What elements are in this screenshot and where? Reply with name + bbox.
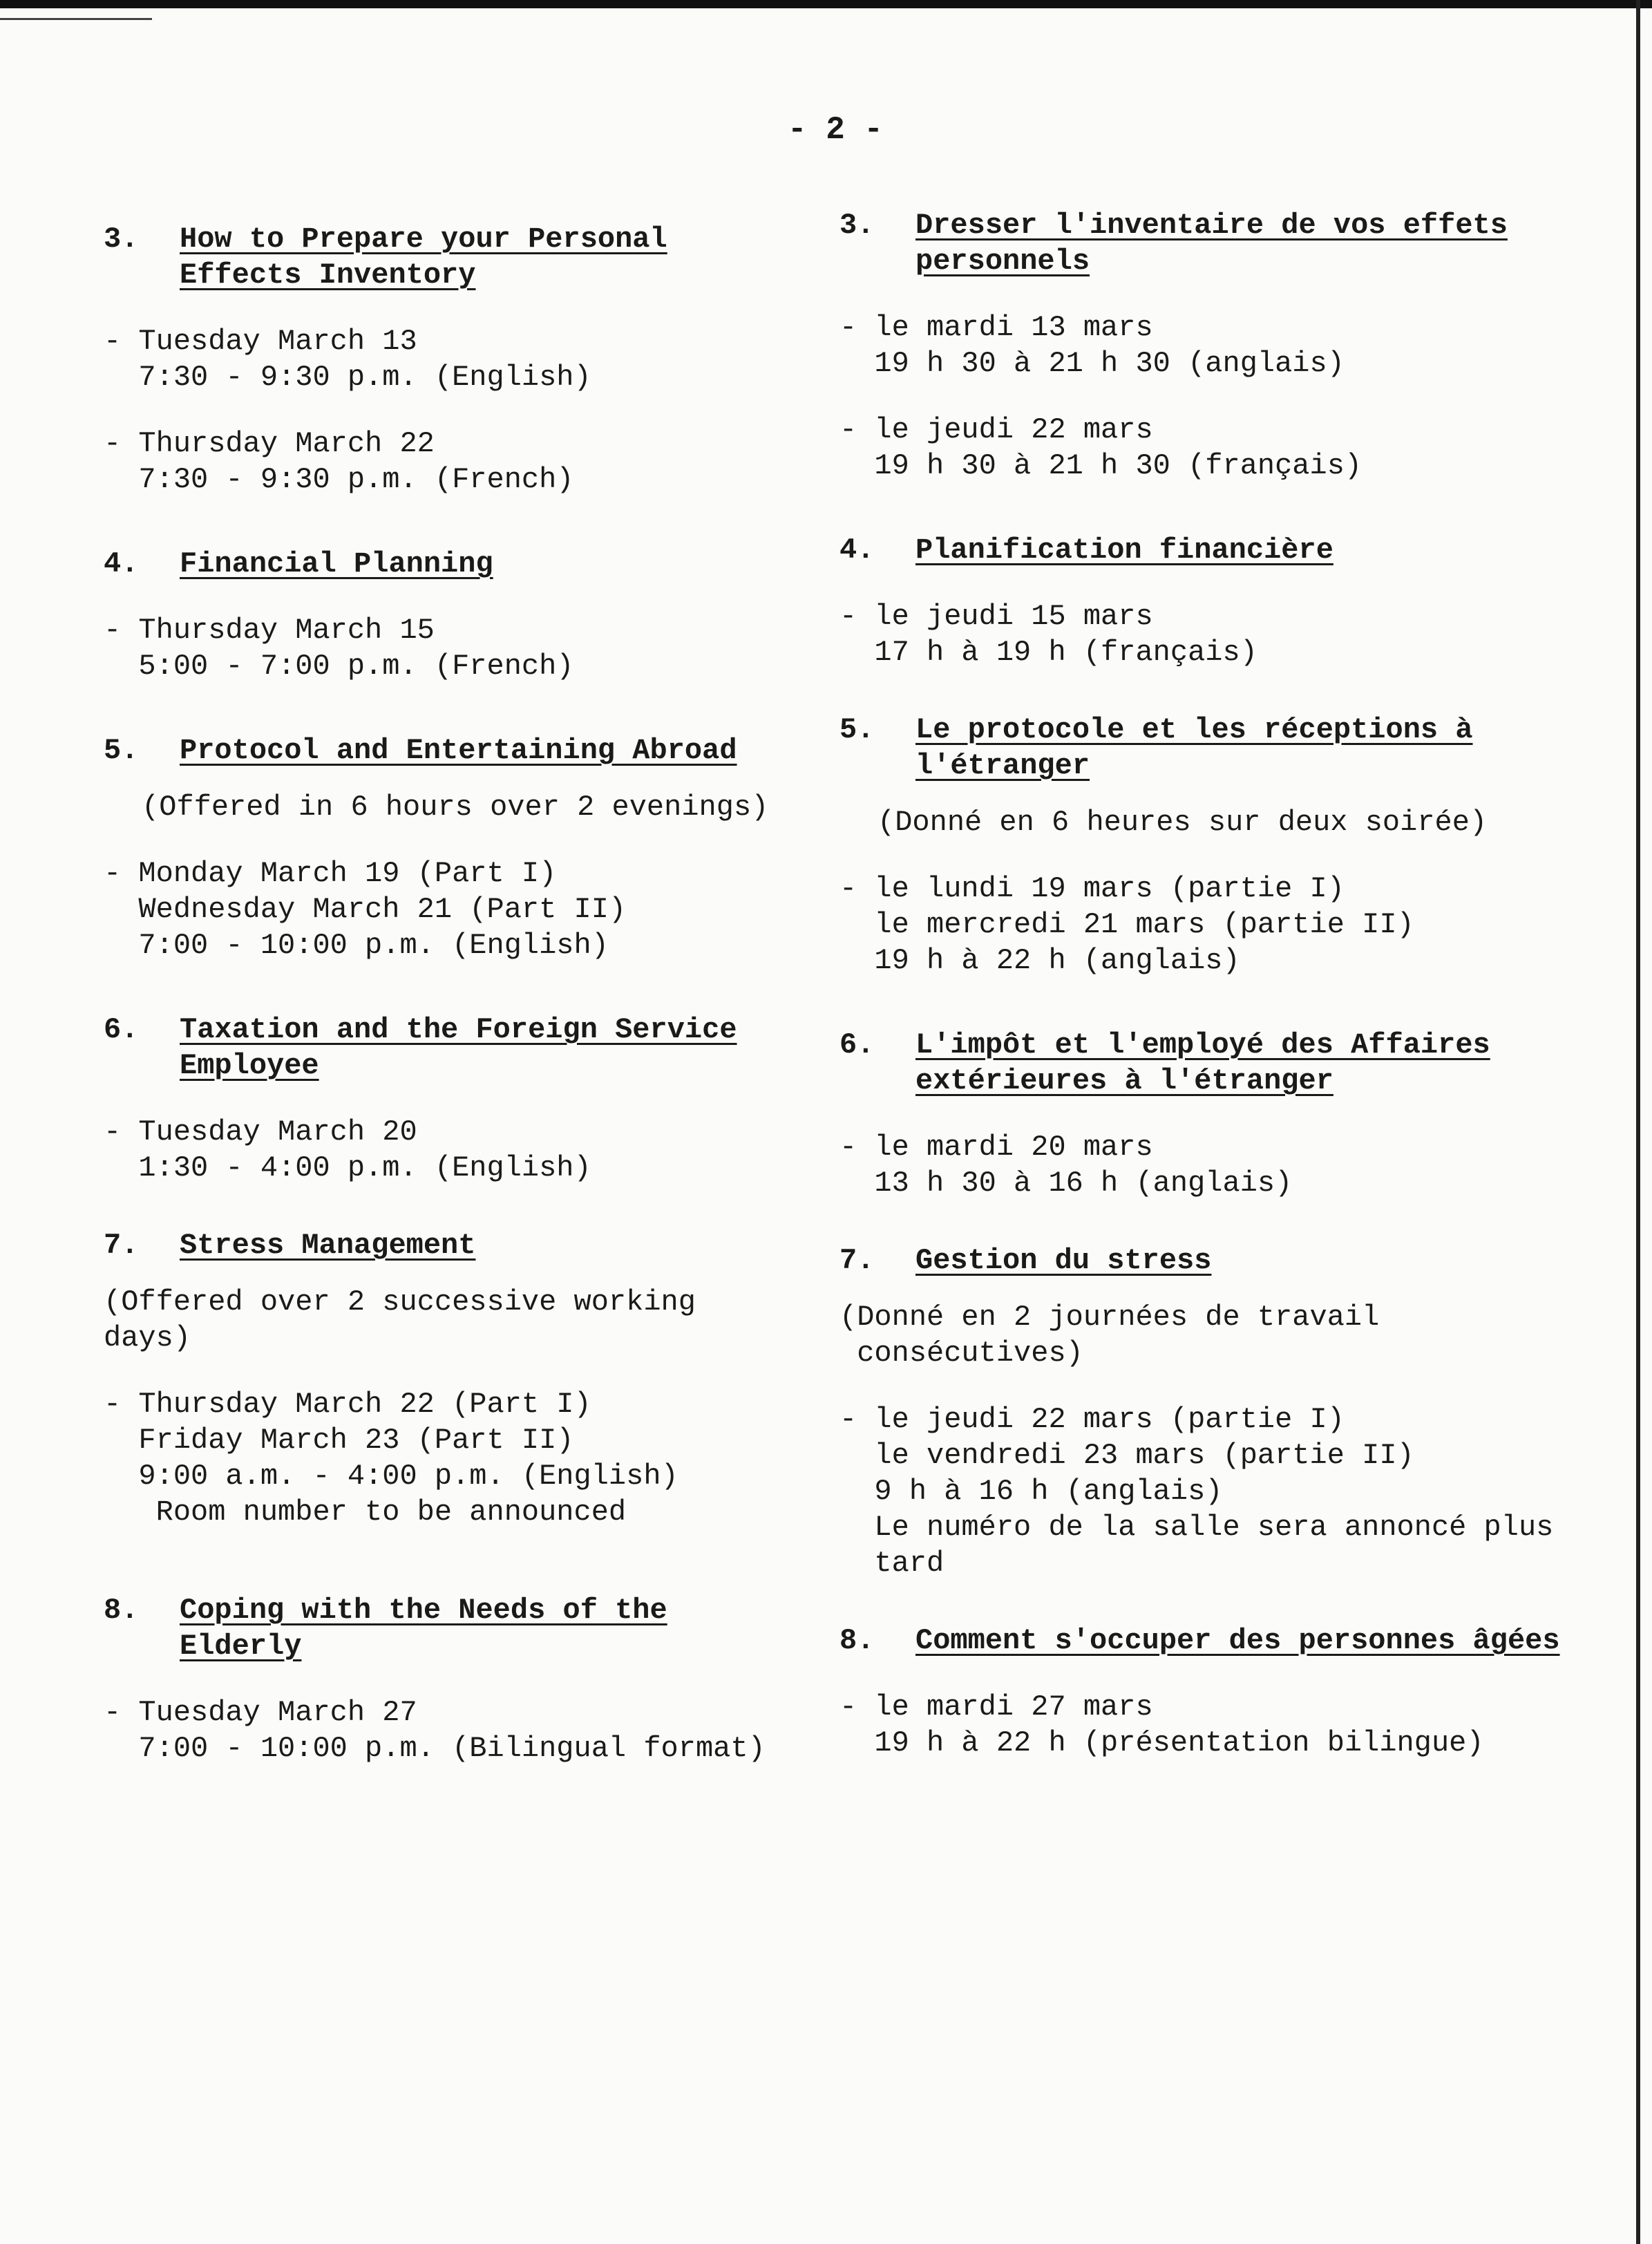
schedule-line: le mercredi 21 mars (partie II) <box>839 908 1414 941</box>
section-heading <box>839 1623 1606 1659</box>
fr-section-3 <box>839 207 1606 484</box>
english-column <box>104 221 822 1766</box>
schedule-entry <box>104 1386 822 1530</box>
section-number: 6. <box>104 1013 139 1046</box>
section-title: Le protocole et les réceptions à l'étranger <box>915 713 1473 782</box>
schedule-line: 13 h 30 à 16 h (anglais) <box>839 1167 1293 1200</box>
schedule-line: - le jeudi 22 mars (partie I) <box>839 1403 1345 1436</box>
section-number: 4. <box>839 534 875 567</box>
schedule-entry <box>839 310 1606 381</box>
section-title: Stress Management <box>180 1229 476 1262</box>
schedule-line: - Tuesday March 27 <box>104 1696 417 1729</box>
section-heading <box>104 1227 822 1263</box>
section-heading <box>104 221 822 293</box>
section-title: Gestion du stress <box>915 1244 1212 1277</box>
schedule-entry <box>104 1114 822 1186</box>
schedule-line: 1:30 - 4:00 p.m. (English) <box>104 1151 591 1185</box>
page-number: - 2 - <box>788 112 884 148</box>
section-title: Coping with the Needs of the Elderly <box>180 1594 667 1663</box>
section-number: 8. <box>839 1624 875 1657</box>
schedule-line: tard <box>839 1547 944 1580</box>
schedule-entry <box>839 871 1606 979</box>
section-note: (Donné en 6 heures sur deux soirée) <box>877 806 1488 839</box>
section-number: 8. <box>104 1594 139 1627</box>
schedule-line: - le mardi 13 mars <box>839 311 1153 344</box>
section-number: 5. <box>839 713 875 746</box>
schedule-line: 19 h 30 à 21 h 30 (français) <box>839 449 1363 482</box>
fr-section-6 <box>839 1027 1606 1201</box>
page-right-edge <box>1636 0 1640 2244</box>
schedule-line: 5:00 - 7:00 p.m. (French) <box>104 650 574 683</box>
en-section-6 <box>104 1012 822 1186</box>
section-title: Dresser l'inventaire de vos effets personnels <box>915 209 1508 278</box>
section-heading <box>104 733 822 769</box>
fr-section-7 <box>839 1243 1606 1581</box>
schedule-line: 19 h à 22 h (anglais) <box>839 944 1240 977</box>
section-note: (Offered in 6 hours over 2 evenings) <box>142 791 769 824</box>
section-title: Financial Planning <box>180 547 493 581</box>
en-section-7 <box>104 1227 822 1530</box>
section-title: Planification financière <box>915 534 1333 567</box>
section-heading <box>839 1243 1606 1279</box>
section-heading <box>839 532 1606 568</box>
section-title: Comment s'occuper des personnes âgées <box>915 1624 1560 1657</box>
schedule-line: Wednesday March 21 (Part II) <box>104 893 627 926</box>
schedule-line: Friday March 23 (Part II) <box>104 1424 574 1457</box>
section-number: 3. <box>104 223 139 256</box>
section-heading <box>839 712 1606 784</box>
section-heading <box>104 546 822 582</box>
french-column <box>839 207 1606 1761</box>
schedule-line: le vendredi 23 mars (partie II) <box>839 1439 1414 1472</box>
schedule-line: Room number to be announced <box>104 1496 627 1529</box>
schedule-line: 17 h à 19 h (français) <box>839 636 1257 669</box>
schedule-line: 7:00 - 10:00 p.m. (Bilingual format) <box>104 1732 766 1765</box>
schedule-line: - Monday March 19 (Part I) <box>104 857 557 890</box>
section-number: 7. <box>839 1244 875 1277</box>
schedule-entry <box>104 426 822 498</box>
section-note: (Donné en 2 journées de travail consécutives) <box>839 1301 1380 1370</box>
schedule-entry <box>104 323 822 395</box>
schedule-line: - Tuesday March 13 <box>104 325 417 358</box>
schedule-line: 7:30 - 9:30 p.m. (English) <box>104 361 591 394</box>
en-section-3 <box>104 221 822 498</box>
schedule-entry <box>104 1695 822 1766</box>
schedule-line: 19 h 30 à 21 h 30 (anglais) <box>839 347 1345 380</box>
schedule-line: - le jeudi 15 mars <box>839 600 1153 633</box>
section-title: L'impôt et l'employé des Affaires extérieures à l'étranger <box>915 1028 1490 1097</box>
section-number: 4. <box>104 547 139 581</box>
schedule-line: - le lundi 19 mars (partie I) <box>839 872 1345 905</box>
fr-section-8 <box>839 1623 1606 1761</box>
fr-section-4 <box>839 532 1606 670</box>
schedule-line: 7:00 - 10:00 p.m. (English) <box>104 929 609 962</box>
fr-section-5 <box>839 712 1606 979</box>
schedule-line: 9 h à 16 h (anglais) <box>839 1475 1223 1508</box>
schedule-line: 7:30 - 9:30 p.m. (French) <box>104 463 574 496</box>
schedule-entry <box>104 612 822 684</box>
schedule-entry <box>839 1402 1606 1581</box>
section-number: 6. <box>839 1028 875 1062</box>
section-title: Taxation and the Foreign Service Employee <box>180 1013 737 1082</box>
top-rule <box>0 18 152 20</box>
schedule-line: - le mardi 20 mars <box>839 1131 1153 1164</box>
en-section-5 <box>104 733 822 963</box>
top-edge-bar <box>0 0 1652 8</box>
schedule-line: - le mardi 27 mars <box>839 1690 1153 1724</box>
section-number: 5. <box>104 734 139 767</box>
section-heading <box>839 207 1606 279</box>
en-section-8 <box>104 1592 822 1766</box>
section-note: (Offered over 2 successive working days) <box>104 1285 696 1355</box>
schedule-line: - Thursday March 22 (Part I) <box>104 1388 591 1421</box>
schedule-entry <box>839 598 1606 670</box>
schedule-entry <box>104 856 822 963</box>
schedule-entry <box>839 1689 1606 1761</box>
schedule-line: Le numéro de la salle sera annoncé plus <box>839 1511 1554 1544</box>
section-heading <box>104 1012 822 1084</box>
en-section-4 <box>104 546 822 684</box>
schedule-line: 9:00 a.m. - 4:00 p.m. (English) <box>104 1460 678 1493</box>
section-heading <box>839 1027 1606 1099</box>
schedule-line: - Thursday March 22 <box>104 427 435 460</box>
schedule-line: - Thursday March 15 <box>104 614 435 647</box>
section-number: 3. <box>839 209 875 242</box>
schedule-line: - le jeudi 22 mars <box>839 413 1153 446</box>
section-heading <box>104 1592 822 1664</box>
section-number: 7. <box>104 1229 139 1262</box>
section-title: How to Prepare your Personal Effects Inventory <box>180 223 667 292</box>
schedule-entry <box>839 412 1606 484</box>
section-title: Protocol and Entertaining Abroad <box>180 734 737 767</box>
schedule-line: 19 h à 22 h (présentation bilingue) <box>839 1726 1484 1760</box>
schedule-line: - Tuesday March 20 <box>104 1115 417 1149</box>
schedule-entry <box>839 1129 1606 1201</box>
